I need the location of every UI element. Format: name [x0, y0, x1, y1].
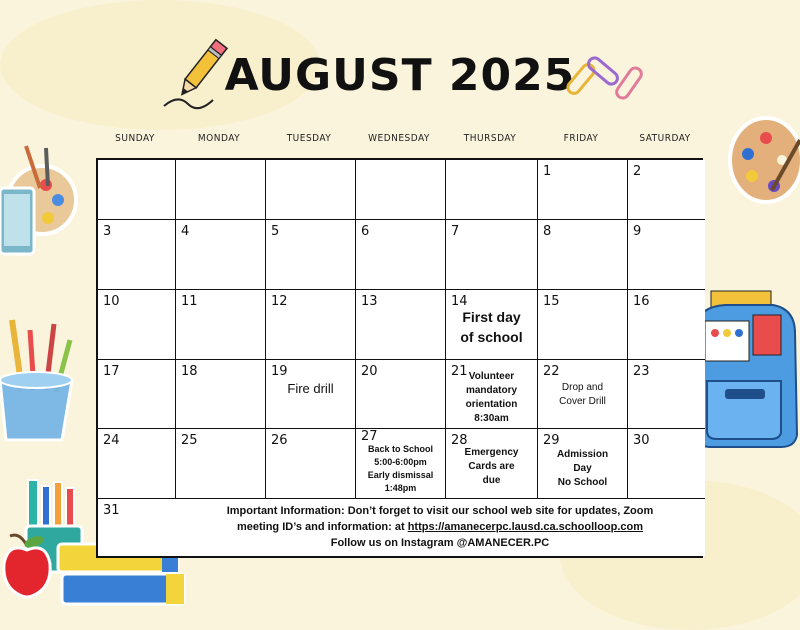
event-volunteer-orientation — [446, 370, 537, 426]
date-number: 25 — [181, 433, 198, 448]
calendar-cell-aug-28 — [446, 429, 538, 499]
date-number: 5 — [271, 224, 280, 239]
event-text: Early dismissal — [367, 470, 434, 480]
date-number: 11 — [181, 294, 198, 309]
event-text: 1:48pm — [384, 483, 417, 493]
apple-icon — [0, 532, 54, 602]
note-text: meeting ID’s and information: at — [236, 521, 408, 533]
tablet-palette-icon — [0, 140, 82, 270]
date-number: 17 — [103, 364, 120, 379]
date-number: 27 — [361, 429, 378, 444]
event-emergency-cards — [446, 446, 537, 488]
date-number: 8 — [543, 224, 552, 239]
paperclips-icon — [565, 52, 655, 112]
event-text: 8:30am — [474, 413, 509, 424]
event-fire-drill: Fire drill — [287, 381, 334, 396]
calendar-cell-aug-16 — [628, 290, 705, 360]
weekday-label: MONDAY — [197, 133, 241, 144]
calendar-cell-aug-29 — [538, 429, 628, 499]
event-text: Emergency — [464, 447, 519, 458]
paint-palette-icon — [722, 110, 800, 210]
date-number: 18 — [181, 364, 198, 379]
calendar-cell-aug-18 — [176, 360, 266, 429]
calendar-cell-aug-13 — [356, 290, 446, 360]
event-text: of school — [460, 329, 523, 345]
calendar-cell-aug-3 — [98, 220, 176, 290]
calendar-cell-aug-22 — [538, 360, 628, 429]
event-text: due — [482, 475, 501, 486]
event-admission-day — [538, 448, 627, 490]
calendar-cell-aug-25 — [176, 429, 266, 499]
event-text: 5:00-6:00pm — [374, 457, 427, 467]
event-text: No School — [557, 477, 608, 488]
date-number: 13 — [361, 294, 378, 309]
calendar-cell-aug-6 — [356, 220, 446, 290]
calendar-cell-empty — [446, 160, 538, 220]
calendar-cell-aug-14 — [446, 290, 538, 360]
date-number: 26 — [271, 433, 288, 448]
event-back-to-school — [356, 443, 445, 495]
date-number: 15 — [543, 294, 560, 309]
event-text: Volunteer — [468, 371, 515, 382]
date-number: 16 — [633, 294, 650, 309]
pencil-icon — [158, 34, 238, 114]
calendar-cell-aug-2 — [628, 160, 705, 220]
calendar-cell-aug-17 — [98, 360, 176, 429]
calendar-cell-aug-15 — [538, 290, 628, 360]
date-number: 28 — [451, 433, 468, 448]
event-text: Drop and — [561, 382, 604, 393]
note-line — [176, 519, 704, 535]
weekday-label: THURSDAY — [463, 133, 517, 144]
calendar-cell-aug-8 — [538, 220, 628, 290]
calendar-cell-aug-12 — [266, 290, 356, 360]
calendar-cell-empty — [98, 160, 176, 220]
calendar-cell-aug-9 — [628, 220, 705, 290]
event-text: mandatory — [465, 385, 518, 396]
calendar-cell-aug-23 — [628, 360, 705, 429]
date-number: 3 — [103, 224, 112, 239]
date-number: 20 — [361, 364, 378, 379]
date-number: 31 — [103, 503, 120, 518]
calendar-cell-aug-19 — [266, 360, 356, 429]
calendar-cell-aug-4 — [176, 220, 266, 290]
event-first-day-of-school — [446, 307, 537, 347]
weekday-label: TUESDAY — [286, 133, 332, 144]
note-line: Follow us on Instagram @AMANECER.PC — [330, 537, 550, 549]
calendar-cell-empty — [266, 160, 356, 220]
calendar-grid — [96, 158, 703, 558]
date-number: 22 — [543, 364, 560, 379]
calendar-cell-aug-11 — [176, 290, 266, 360]
event-text: orientation — [465, 399, 518, 410]
calendar-row-last — [98, 499, 705, 556]
date-number: 29 — [543, 433, 560, 448]
event-text: Admission — [556, 449, 609, 460]
weekday-label: FRIDAY — [563, 133, 599, 144]
calendar-cell-aug-21 — [446, 360, 538, 429]
weekday-label: WEDNESDAY — [368, 133, 430, 144]
date-number: 1 — [543, 164, 552, 179]
calendar-cell-empty — [176, 160, 266, 220]
date-number: 4 — [181, 224, 190, 239]
weekday-label: SATURDAY — [639, 133, 691, 144]
event-text: First day — [462, 309, 521, 325]
date-number: 7 — [451, 224, 460, 239]
date-number: 6 — [361, 224, 370, 239]
date-number: 21 — [451, 364, 468, 379]
page-title: AUGUST 2025 — [224, 50, 576, 101]
calendar-cell-aug-24 — [98, 429, 176, 499]
calendar-cell-empty — [356, 160, 446, 220]
calendar-cell-aug-5 — [266, 220, 356, 290]
date-number: 30 — [633, 433, 650, 448]
note-line: Important Information: Don’t forget to visit our school web site for updates, Zoom — [226, 505, 654, 517]
date-number: 12 — [271, 294, 288, 309]
calendar-cell-aug-30 — [628, 429, 705, 499]
weekday-label: SUNDAY — [115, 133, 155, 144]
date-number: 23 — [633, 364, 650, 379]
school-website-link[interactable]: https://amanecerpc.lausd.ca.schoolloop.com — [407, 521, 644, 533]
date-number: 9 — [633, 224, 642, 239]
event-text: Cards are — [468, 461, 515, 472]
event-drop-and-cover-drill — [538, 381, 627, 409]
calendar-cell-aug-7 — [446, 220, 538, 290]
date-number: 2 — [633, 164, 642, 179]
calendar-cell-aug-1 — [538, 160, 628, 220]
event-text: Cover Drill — [559, 396, 606, 407]
date-number: 24 — [103, 433, 120, 448]
calendar-cell-aug-26 — [266, 429, 356, 499]
date-number: 19 — [271, 364, 288, 379]
weekday-header-row — [96, 133, 704, 149]
event-text: Day — [573, 463, 592, 474]
brush-cup-icon — [0, 300, 80, 450]
calendar-cell-aug-20 — [356, 360, 446, 429]
event-text: Back to School — [367, 444, 433, 454]
date-number: 14 — [451, 294, 468, 309]
calendar-cell-aug-27 — [356, 429, 446, 499]
calendar-cell-aug-10 — [98, 290, 176, 360]
important-information-note — [176, 503, 704, 551]
date-number: 10 — [103, 294, 120, 309]
